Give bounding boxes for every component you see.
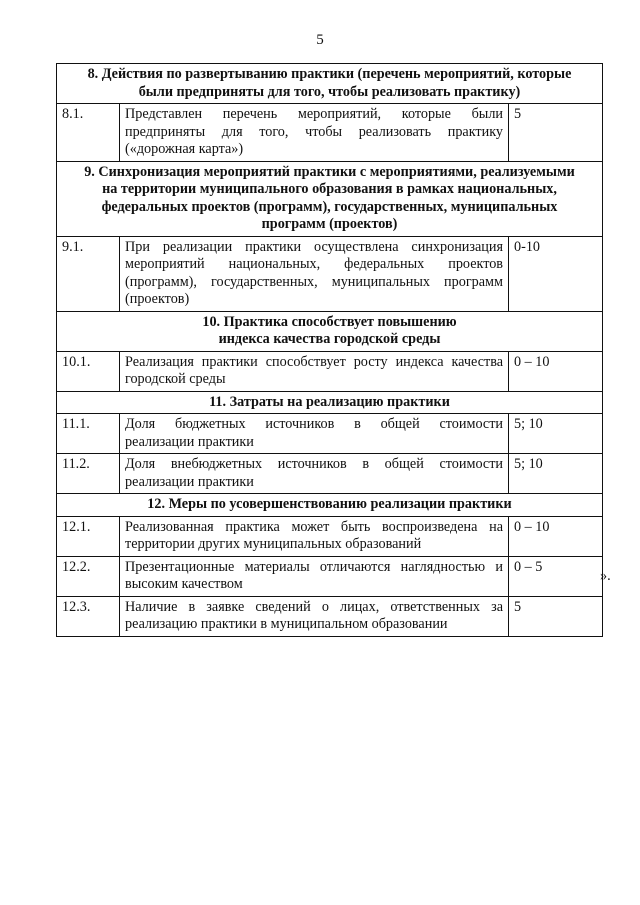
criterion-row: [57, 414, 603, 454]
section-title-line: программ (проектов): [261, 216, 398, 232]
criterion-score: 5: [509, 104, 603, 162]
criterion-number: 12.2.: [57, 556, 120, 596]
section-title-line: 9. Синхронизация мероприятий практики с мероприятиями, реализуемыми: [84, 163, 575, 180]
section-title-line: индекса качества городской среды: [218, 331, 441, 347]
criterion-description-line: При реализации практики осуществлена синхронизация: [125, 238, 503, 255]
criterion-description-line: территории других муниципальных образований: [125, 536, 422, 552]
criterion-description-line: городской среды: [125, 371, 226, 387]
criterion-description: [120, 556, 509, 596]
criteria-table: [56, 63, 603, 637]
criterion-description: [120, 414, 509, 454]
section-title-line: были предприняты для того, чтобы реализовать практику): [138, 83, 521, 100]
section-title-line: 11. Затраты на реализацию практики: [209, 393, 450, 410]
criterion-number: 12.3.: [57, 596, 120, 636]
criterion-description-line: (программ), государственных, муниципальных программ: [125, 273, 503, 290]
criterion-description: [120, 596, 509, 636]
criterion-description-line: Реализация практики способствует росту индекса качества: [125, 353, 503, 370]
section-title: [57, 391, 603, 414]
criterion-description: [120, 454, 509, 494]
criterion-description: [120, 236, 509, 311]
criterion-description-line: мероприятий национальных, федеральных проектов: [125, 256, 503, 272]
section-title: [57, 161, 603, 236]
section-title: [57, 64, 603, 104]
criterion-description: [120, 104, 509, 162]
criterion-number: 11.2.: [57, 454, 120, 494]
criterion-description-line: («дорожная карта»): [125, 141, 244, 157]
criterion-number: 10.1.: [57, 351, 120, 391]
criterion-row: [57, 236, 603, 311]
page-number: 5: [316, 32, 324, 48]
section-title-line: 12. Меры по усовершенствованию реализации практики: [147, 496, 512, 512]
criterion-description-line: (проектов): [125, 291, 190, 307]
criterion-number: 11.1.: [57, 414, 120, 454]
criterion-number: 9.1.: [57, 236, 120, 311]
criterion-description-line: высоким качеством: [125, 576, 243, 592]
section-header-row: [57, 494, 603, 517]
section-title-line: 8. Действия по развертыванию практики (перечень мероприятий, которые: [87, 66, 572, 82]
criterion-description-line: Доля бюджетных источников в общей стоимости: [125, 416, 503, 432]
section-header-row: [57, 161, 603, 236]
criterion-score: 0 – 10: [509, 516, 603, 556]
criterion-number: 12.1.: [57, 516, 120, 556]
criterion-row: [57, 516, 603, 556]
section-title-line: 10. Практика способствует повышению: [202, 313, 457, 330]
section-title: [57, 494, 603, 517]
criterion-score: 5; 10: [509, 454, 603, 494]
criterion-number: 8.1.: [57, 104, 120, 162]
criterion-description: [120, 516, 509, 556]
criterion-description-line: Доля внебюджетных источников в общей стоимости: [125, 456, 503, 472]
criterion-row: [57, 104, 603, 162]
closing-quote: ».: [600, 568, 611, 584]
criterion-score: 5: [509, 596, 603, 636]
criterion-description-line: реализации практики: [125, 473, 254, 490]
criterion-description-line: Представлен перечень мероприятий, которые были: [125, 106, 503, 122]
criterion-row: [57, 556, 603, 596]
criterion-score: 0 – 10: [509, 351, 603, 391]
criterion-row: [57, 596, 603, 636]
criterion-score: 0 – 5: [509, 556, 603, 596]
criteria-table-body: [57, 64, 603, 637]
section-header-row: [57, 391, 603, 414]
section-title-line: на территории муниципального образования в рамках национальных,: [102, 181, 557, 197]
criterion-score: 5; 10: [509, 414, 603, 454]
section-header-row: [57, 311, 603, 351]
criterion-description: [120, 351, 509, 391]
criterion-description-line: Презентационные материалы отличаются наглядностью и: [125, 558, 503, 575]
section-title-line: федеральных проектов (программ), государственных, муниципальных: [101, 198, 558, 215]
criterion-description-line: реализацию практики в муниципальном образовании: [125, 616, 448, 632]
criterion-score: 0-10: [509, 236, 603, 311]
criterion-description-line: реализации практики: [125, 433, 254, 450]
criterion-description-line: предприняты для того, чтобы реализовать практику: [125, 123, 503, 140]
criterion-row: [57, 351, 603, 391]
criterion-description-line: Реализованная практика может быть воспроизведена на: [125, 518, 503, 535]
criterion-row: [57, 454, 603, 494]
section-header-row: [57, 64, 603, 104]
criterion-description-line: Наличие в заявке сведений о лицах, ответственных за: [125, 598, 503, 615]
section-title: [57, 311, 603, 351]
